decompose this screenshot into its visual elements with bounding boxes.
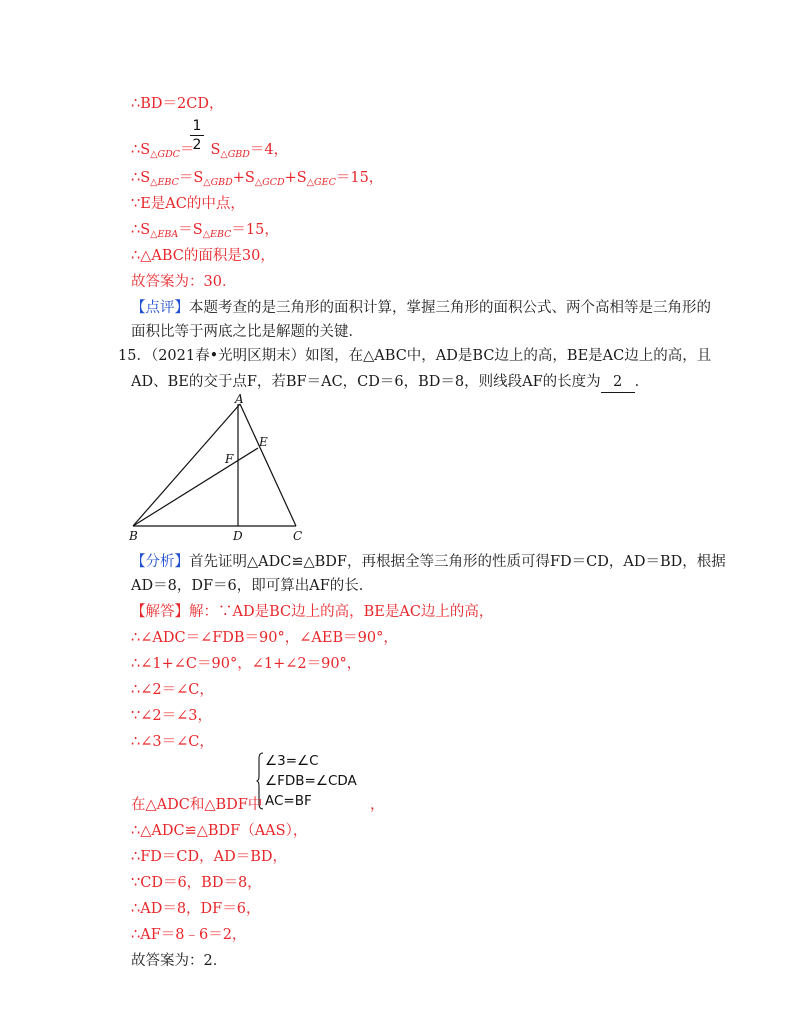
subscript: △GBD <box>220 149 250 160</box>
side-ac <box>240 404 296 526</box>
text: ＝S <box>178 222 203 238</box>
subscript: △EBC <box>202 229 232 240</box>
solution-tag: 【解答】 <box>131 604 189 620</box>
label-f: F <box>225 452 234 466</box>
text: +S <box>232 170 255 186</box>
label-d: D <box>233 529 243 543</box>
subscript: △GEC <box>306 177 336 188</box>
solution-text: 解：∵AD是BC边上的高，BE是AC边上的高， <box>189 604 494 620</box>
solution-line-bd: ∴BD＝2CD， <box>131 96 224 112</box>
solution-line-7: 在△ADC和△BDF中 <box>131 797 263 813</box>
question-15 <box>118 346 711 366</box>
question-text: ． <box>634 374 650 390</box>
system-row-3: AC=BF <box>265 793 312 809</box>
question-15-cont <box>131 372 649 393</box>
fraction-one-half <box>190 118 204 153</box>
solution-line-9: ∴FD＝CD，AD＝BD， <box>131 849 288 865</box>
solution-line-11: ∴AD＝8，DF＝6， <box>131 901 261 917</box>
text: ＝ <box>179 142 195 158</box>
analysis-tag: 【分析】 <box>131 554 189 570</box>
review-tag: 【点评】 <box>131 300 189 316</box>
solution-line-1 <box>131 602 493 622</box>
solution-line-7-comma: ， <box>370 797 385 813</box>
review-paragraph <box>131 298 711 318</box>
solution-line-s-gdc <box>131 140 288 165</box>
solution-line-s-ebc <box>131 168 383 193</box>
analysis-paragraph <box>131 552 726 572</box>
subscript: △EBA <box>150 229 179 240</box>
side-ab <box>133 404 240 526</box>
label-a: A <box>235 392 244 406</box>
text: ＝S <box>178 170 204 186</box>
solution-line-12: ∴AF＝8﹣6＝2， <box>131 927 247 943</box>
subscript: △GBD <box>203 177 233 188</box>
text: ∴S <box>131 142 151 158</box>
label-e: E <box>259 435 268 449</box>
solution-line-s-eba <box>131 220 279 245</box>
solution-line-3: ∴∠1+∠C＝90°，∠1+∠2＝90°， <box>131 656 362 672</box>
solution-line-midpoint: ∵E是AC的中点， <box>131 196 245 212</box>
solution-line-2: ∴∠ADC＝∠FDB＝90°，∠AEB＝90°， <box>131 630 398 646</box>
solution-line-13: 故答案为：2． <box>131 953 228 969</box>
solution-line-area: ∴△ABC的面积是30， <box>131 248 275 264</box>
system-row-1: ∠3=∠C <box>265 753 319 769</box>
solution-line-5: ∵∠2＝∠3， <box>131 708 212 724</box>
text: ＝15， <box>335 170 384 186</box>
review-text: 本题考查的是三角形的面积计算，掌握三角形的面积公式、两个高相等是三角形的 <box>189 300 711 316</box>
question-number: 15． <box>118 348 151 364</box>
text: ∴S <box>131 222 151 238</box>
congruence-system <box>256 752 376 810</box>
solution-line-10: ∵CD＝6，BD＝8， <box>131 875 262 891</box>
text: ＝4， <box>249 142 289 158</box>
text: ＝15， <box>231 222 279 238</box>
text: +S <box>284 170 307 186</box>
solution-line-8: ∴△ADC≌△BDF（AAS）， <box>131 823 308 839</box>
solution-line-6: ∴∠3＝∠C， <box>131 734 214 750</box>
question-text: AD、BE的交于点F，若BF＝AC，CD＝6，BD＝8，则线段AF的长度为 <box>131 374 601 390</box>
text: S <box>210 142 221 158</box>
fraction-bar <box>190 135 204 136</box>
question-text: （2021春•光明区期末）如图，在△ABC中，AD是BC边上的高，BE是AC边上的高，且 <box>150 348 712 364</box>
label-b: B <box>129 529 138 543</box>
altitude-be <box>133 448 258 526</box>
text: ∴S <box>131 170 151 186</box>
subscript: △GCD <box>254 177 285 188</box>
solution-line-answer: 故答案为：30． <box>131 274 237 290</box>
fraction-denominator: 2 <box>192 137 202 153</box>
analysis-paragraph-cont: AD＝8，DF＝6，即可算出AF的长． <box>131 578 374 594</box>
system-row-2: ∠FDB=∠CDA <box>265 773 357 789</box>
review-paragraph-cont: 面积比等于两底之比是解题的关键． <box>131 324 363 340</box>
label-c: C <box>293 529 303 543</box>
analysis-text: 首先证明△ADC≌△BDF，再根据全等三角形的性质可得FD＝CD，AD＝BD，根据 <box>189 554 726 570</box>
subscript: △EBC <box>150 177 179 188</box>
triangle-figure <box>128 392 318 544</box>
solution-line-4: ∴∠2＝∠C， <box>131 682 214 698</box>
subscript: △GDC <box>150 149 180 160</box>
fraction-numerator: 1 <box>192 118 202 134</box>
answer-blank: 2 <box>601 372 635 393</box>
